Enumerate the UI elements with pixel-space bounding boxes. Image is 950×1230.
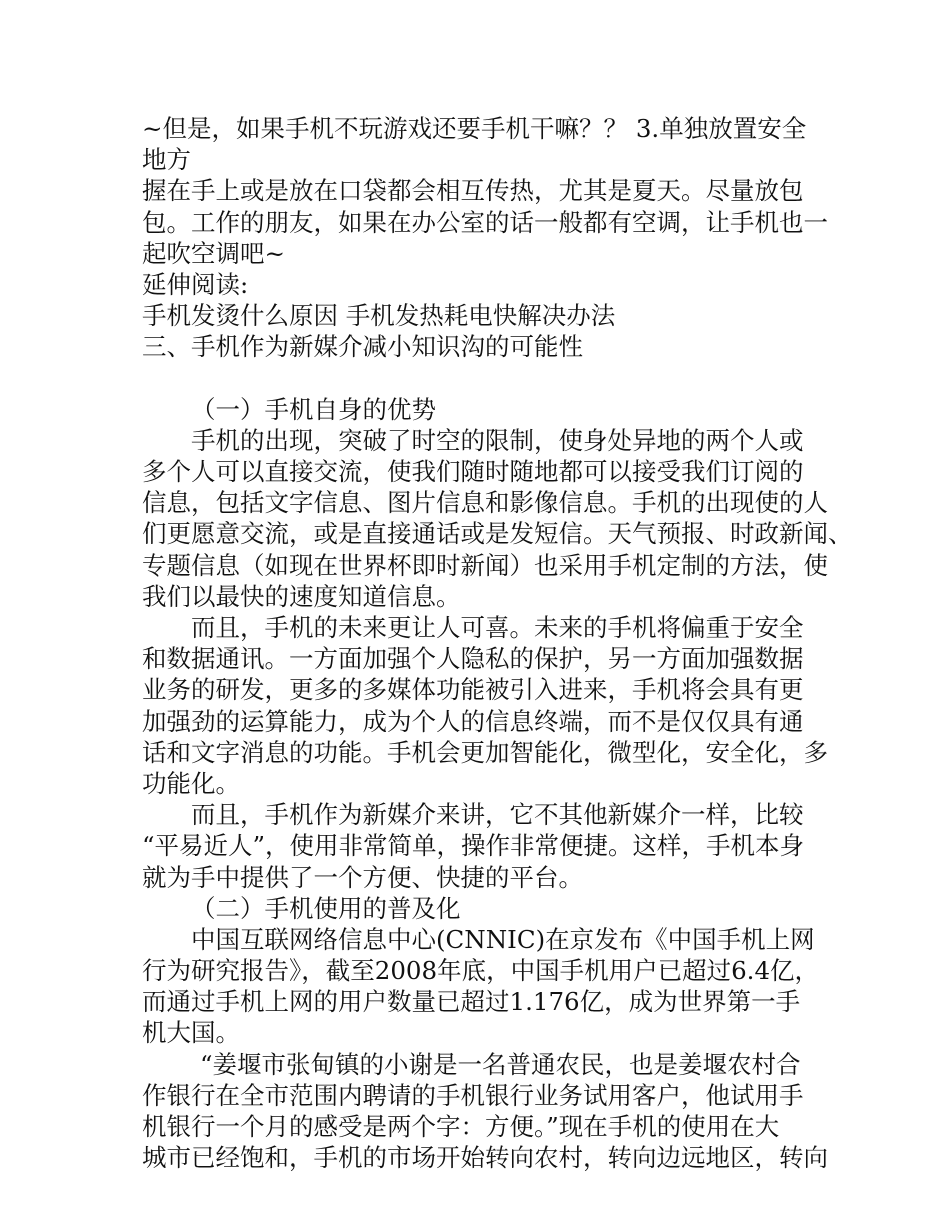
text-line: 而通过手机上网的用户数量已超过1.176亿，成为世界第一手: [142, 987, 801, 1017]
subsection-heading: （一）手机自身的优势: [191, 394, 436, 424]
text-line: “姜堰市张甸镇的小谢是一名普通农民，也是姜堰农村合: [200, 1049, 801, 1079]
text-line: 机银行一个月的感受是两个字：方便。”现在手机的使用在大: [142, 1112, 780, 1141]
text-line: 业务的研发，更多的多媒体功能被引入进来，手机将会具有更: [142, 675, 804, 705]
section-heading: 三、手机作为新媒介减小知识沟的可能性: [142, 332, 583, 362]
text-line: 机大国。: [142, 1018, 240, 1048]
text-line: 信息，包括文字信息、图片信息和影像信息。手机的出现使的人: [142, 488, 828, 518]
text-line: 手机的出现，突破了时空的限制，使身处异地的两个人或: [191, 425, 804, 455]
text-line: 加强劲的运算能力，成为个人的信息终端，而不是仅仅具有通: [142, 706, 804, 736]
text-line: 而且，手机作为新媒介来讲，它不其他新媒介一样，比较: [191, 800, 804, 830]
text-line: 作银行在全市范围内聘请的手机银行业务试用客户，他试用手: [142, 1080, 804, 1110]
text-line: 而且，手机的未来更让人可喜。未来的手机将偏重于安全: [191, 613, 804, 642]
text-line: 延伸阅读:: [142, 269, 249, 299]
text-line: 行为研究报告》，截至2008年底，中国手机用户已超过6.4亿，: [142, 956, 820, 986]
text-line: 功能化。: [142, 768, 240, 798]
text-line: 多个人可以直接交流，使我们随时随地都可以接受我们订阅的: [142, 457, 804, 487]
text-line: 专题信息（如现在世界杯即时新闻）也采用手机定制的方法，使: [142, 550, 828, 580]
text-line: 和数据通讯。一方面加强个人隐私的保护，另一方面加强数据: [142, 644, 804, 674]
text-line: 我们以最快的速度知道信息。: [142, 581, 461, 611]
text-line: 中国互联网络信息中心(CNNIC)在京发布《中国手机上网: [191, 924, 815, 954]
text-line: 手机发烫什么原因 手机发热耗电快解决办法: [142, 301, 616, 331]
text-line: 话和文字消息的功能。手机会更加智能化，微型化，安全化，多: [142, 737, 828, 767]
subsection-heading: （二）手机使用的普及化: [191, 893, 461, 923]
text-line: 地方: [142, 145, 191, 175]
text-line: 就为手中提供了一个方便、快捷的平台。: [142, 862, 583, 892]
text-line: 城市已经饱和，手机的市场开始转向农村，转向边远地区，转向: [142, 1143, 828, 1173]
text-line: 们更愿意交流，或是直接通话或是发短信。天气预报、时政新闻、: [142, 519, 853, 549]
text-line: 包。工作的朋友，如果在办公室的话一般都有空调，让手机也一: [142, 207, 828, 237]
text-line: ~但是，如果手机不玩游戏还要手机干嘛？？ 3.单独放置安全: [142, 114, 807, 143]
text-line: 握在手上或是放在口袋都会相互传热，尤其是夏天。尽量放包: [142, 176, 804, 206]
text-line: 起吹空调吧~: [142, 238, 286, 268]
document-page: [142, 113, 853, 1173]
blank-line: [142, 363, 814, 394]
text-line: “平易近人”，使用非常简单，操作非常便捷。这样，手机本身: [142, 831, 805, 861]
